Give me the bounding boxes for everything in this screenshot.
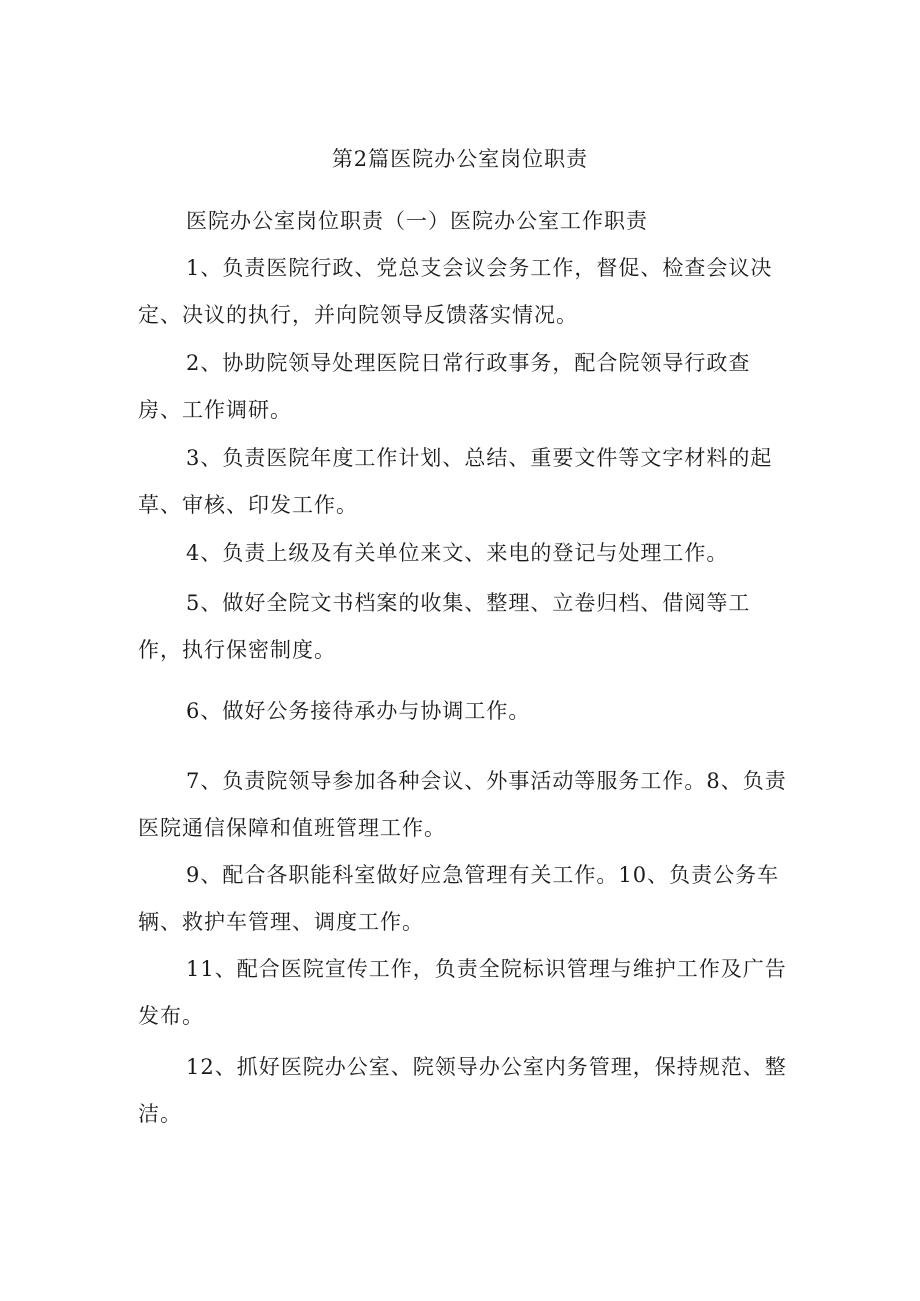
section-heading: 医院办公室岗位职责（一）医院办公室工作职责 xyxy=(186,209,648,233)
duty-item-6: 6、做好公务接待承办与协调工作。 xyxy=(186,699,531,723)
duty-item-2: 2、协助院领导处理医院日常行政事务，配合院领导行政查房、工作调研。 xyxy=(138,351,751,422)
document-title: 第2篇医院办公室岗位职责 xyxy=(331,147,589,171)
duty-item-11: 11、配合医院宣传工作，负责全院标识管理与维护工作及广告发布。 xyxy=(138,957,787,1028)
duty-item-5: 5、做好全院文书档案的收集、整理、立卷归档、借阅等工作，执行保密制度。 xyxy=(138,591,751,662)
duty-item-12: 12、抓好医院办公室、院领导办公室内务管理，保持规范、整洁。 xyxy=(138,1055,787,1126)
duty-item-4: 4、负责上级及有关单位来文、来电的登记与处理工作。 xyxy=(186,541,729,565)
duty-item-3: 3、负责医院年度工作计划、总结、重要文件等文字材料的起草、审核、印发工作。 xyxy=(138,446,773,517)
duty-item-1: 1、负责医院行政、党总支会议会务工作，督促、检查会议决定、决议的执行，并向院领导反馈落实情况。 xyxy=(138,256,773,327)
duty-item-7-8: 7、负责院领导参加各种会议、外事活动等服务工作。8、负责医院通信保障和值班管理工作。 xyxy=(138,769,787,840)
duty-item-9-10: 9、配合各职能科室做好应急管理有关工作。10、负责公务车辆、救护车管理、调度工作。 xyxy=(138,863,780,934)
